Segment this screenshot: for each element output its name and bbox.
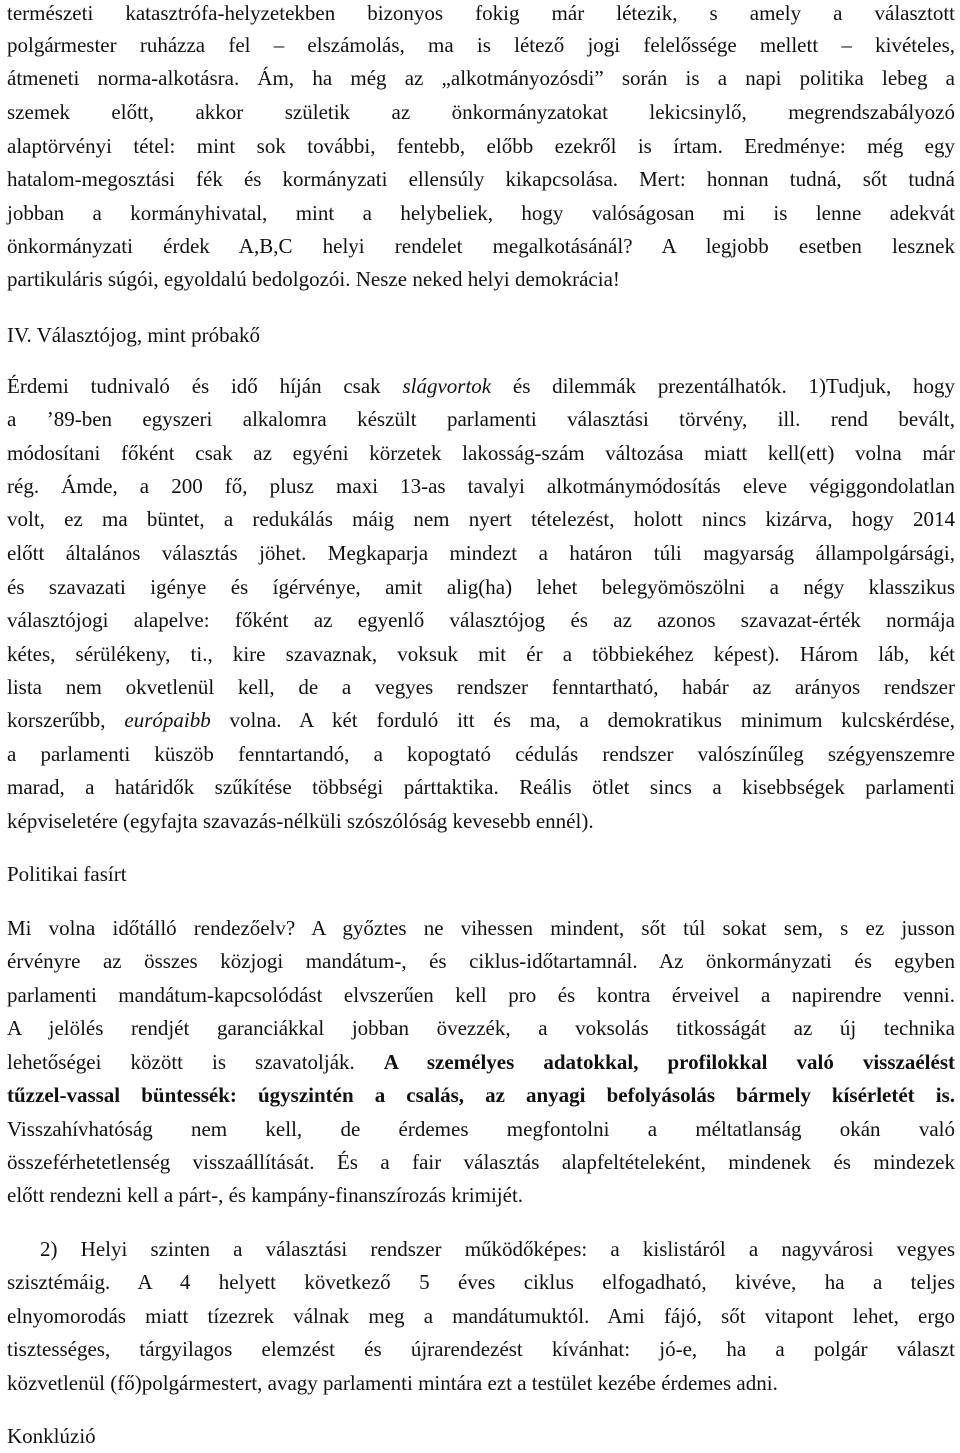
bold-text: A személyes adatokkal, profilokkal való visszaélést [383,1050,955,1074]
section-heading: IV. Választójog, mint próbakő [7,323,260,347]
text-line: Visszahívhatóság nem kell, de érdemes megfontolni a méltatlanság okán való [7,1117,955,1141]
text-line: és szavazati igénye és ígérvénye, amit alig(ha) lehet belegyömöszölni a négy klasszikus [7,575,955,599]
text-line: közvetlenül (fő)polgármestert, avagy parlamenti mintára ezt a testület kezébe érdemes adni. [7,1371,778,1395]
text-line [7,1045,955,1079]
text-line: Mi volna időtálló rendezőelv? A győztes ne vihessen mindent, sőt túl sokat sem, s ez jusson [7,916,955,940]
text-line [7,703,955,737]
text-line: a parlamenti küszöb fenntartandó, a kopogtató cédulás rendszer valószínűleg szégyenszemre [7,742,955,766]
text-line: előtt általános választás jöhet. Megkaparja mindezt a határon túli magyarság állampolgársági, [7,541,955,565]
text-line: képviseletére (egyfajta szavazás-nélküli szószólóság kevesebb ennél). [7,809,594,833]
text-line: rég. Ámde, a 200 fő, plusz maxi 13-as tavalyi alkotmánymódosítás eleve végiggondolatlan [7,474,955,498]
text-line: A jelölés rendjét garanciákkal jobban övezzék, a voksolás titkosságát az új technika [7,1016,955,1040]
text-line: a ’89-ben egyszeri alkalomra készült parlamenti választási törvény, ill. rend bevált, [7,407,955,431]
text-line: szemek előtt, akkor születik az önkormányzatokat lekicsinylő, megrendszabályozó [7,100,955,124]
text-line: volt, ez ma büntet, a redukálás máig nem nyert tételezést, holott nincs kizárva, hogy 2014 [7,507,955,531]
text-line: tisztességes, tárgyilagos elemzést és újrarendezést kívánhat: jó-e, ha a polgár választ [7,1337,955,1361]
text-line: választójogi alapelve: főként az egyenlő választójog és az azonos szavazat-érték normája [7,608,955,632]
text-line: elnyomorodás miatt tízezrek válnak meg a mandátumuktól. Ami fájó, sőt vitapont lehet, ergo [7,1304,955,1328]
text-line: polgármester ruházza fel – elszámolás, ma is létező jogi felelőssége mellett – kivételes, [7,33,955,57]
italic-term: európaibb [124,708,211,732]
text-line: 2) Helyi szinten a választási rendszer működőképes: a kislistáról a nagyvárosi vegyes [40,1237,955,1261]
bold-text-line: tűzzel-vassal büntessék: úgyszintén a csalás, az anyagi befolyásolás bármely kísérletét is. [7,1083,955,1107]
text-line: természeti katasztrófa-helyzetekben bizonyos fokig már létezik, s amely a választott [7,1,955,25]
text-run: volna. A két forduló itt és ma, a demokratikus minimum kulcskérdése, [210,708,955,732]
text-line: módosítani főként csak az egyéni körzetek lakosság-szám változása miatt kell(ett) volna már [7,441,955,465]
text-run: és dilemmák prezentálhatók. 1)Tudjuk, hogy [491,374,955,398]
text-line: alaptörvényi tétel: mint sok további, fentebb, előbb ezekről is írtam. Eredménye: még egy [7,134,955,158]
text-line: jobban a kormányhivatal, mint a helybeliek, hogy valóságosan mi is lenne adekvát [7,201,955,225]
text-line: hatalom-megosztási fék és kormányzati ellensúly kikapcsolása. Mert: honnan tudná, sőt tudná [7,167,955,191]
text-run: korszerűbb, [7,708,125,732]
section-heading: Politikai fasírt [7,862,127,886]
text-run: Érdemi tudnivaló és idő híján csak [7,374,403,398]
text-line [7,369,955,403]
italic-term: slágvortok [402,374,492,398]
section-heading: Konklúzió [7,1424,96,1448]
text-line: előtt rendezni kell a párt-, és kampány-finanszírozás krimijét. [7,1183,524,1207]
text-line: kétes, sérülékeny, ti., kire szavaznak, voksuk mit ér a többiekéhez képest). Három láb, két [7,642,955,666]
text-line: szisztémáig. A 4 helyett következő 5 éves ciklus elfogadható, kivéve, ha a teljes [7,1270,955,1294]
text-line: összeférhetetlenség visszaállítását. És a fair választás alapfeltételeként, mindenek és mindezek [7,1150,955,1174]
text-line: átmeneti norma-alkotásra. Ám, ha még az „alkotmányozósdi” során is a napi politika lebeg a [7,66,955,90]
text-line: érvényre az összes közjogi mandátum-, és ciklus-időtartamnál. Az önkormányzati és egyben [7,949,955,973]
text-run: lehetőségei között is szavatolják. [7,1050,384,1074]
text-line: önkormányzati érdek A,B,C helyi rendelet megalkotásánál? A legjobb esetben lesznek [7,234,955,258]
text-line: parlamenti mandátum-kapcsolódást elvszerűen kell pro és kontra érveivel a napirendre venni. [7,983,955,1007]
text-line: marad, a határidők szűkítése többségi párttaktika. Reális ötlet sincs a kisebbségek parlamenti [7,775,955,799]
text-line: partikuláris súgói, egyoldalú bedolgozói. Nesze neked helyi demokrácia! [7,267,620,291]
text-line: lista nem okvetlenül kell, de a vegyes rendszer fenntartható, habár az arányos rendszer [7,675,955,699]
